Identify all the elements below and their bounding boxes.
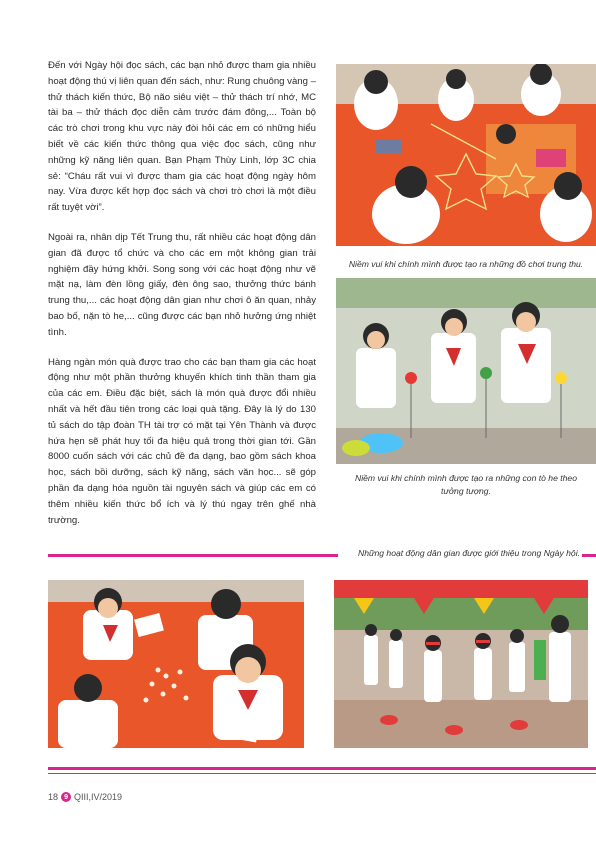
- article-paragraph-2: Ngoài ra, nhân dịp Tết Trung thu, rất nhiều các hoạt động dân gian đã được tổ chức và cho các em một không gian trải nghiệm đầy hứng khởi. Song song với các hoạt động như vẽ mặt nạ, làm đèn lồng giấy, đèn ông sao, thưởng thức bánh trung thu,... các hoạt động dân gian như chơi ô ăn quan, nhảy bao bố, nặn tò he,... cũng được các bạn nhỏ hưởng ứng nhiệt tình.: [48, 231, 316, 338]
- photo-blindfold-game: [334, 580, 588, 748]
- issue-label: QIII,IV/2019: [74, 792, 123, 802]
- page-number: 18: [48, 792, 59, 802]
- section-divider-right: [582, 554, 596, 557]
- photo-caption-2: Niềm vui khi chính mình được tạo ra những con tò he theo tưởng tượng.: [355, 473, 577, 496]
- bottom-rule-thin: [48, 773, 596, 774]
- article-paragraph-3: Hàng ngàn món quà được trao cho các bạn tham gia các hoạt động như một phần thưởng khuyến khích tinh thần tham gia của các em. Điều đặc biệt, sách là món quà được đổi nhiều nhất và hết đầu tiên trong các loại quà tặng. Đây là lý do 130 tủ sách do tập đoàn TH tài trợ có mặt tại Yên Thành và được hứa hẹn sẽ phát huy tối đa hiệu quả trong thời gian tới. Gần 8000 cuốn sách với các chủ đề đa dạng, bao gồm sách khoa học, sách bồi dưỡng, sách kỹ năng, sách văn học... sẽ góp phần đa dạng hóa nguồn tài nguyên sách và giúp các em có thêm nhiều kiến thức bổ ích và lý thú ngay trên ghế nhà trường.: [48, 356, 316, 526]
- magazine-badge: 9: [61, 792, 71, 802]
- photo-lantern-making: [336, 64, 596, 246]
- page-footer: [48, 792, 122, 802]
- article-body: [48, 58, 316, 542]
- bottom-rule: [48, 767, 596, 770]
- section-caption: Những hoạt động dân gian được giới thiệu trong Ngày hội.: [358, 548, 580, 558]
- photo-to-he: [336, 278, 596, 464]
- section-divider-left: [48, 554, 338, 557]
- photo-o-an-quan: [48, 580, 304, 748]
- photo-caption-1: Niềm vui khi chính mình được tạo ra những đồ chơi trung thu.: [348, 259, 584, 269]
- article-paragraph-1: Đến với Ngày hội đọc sách, các bạn nhỏ được tham gia nhiều hoạt động thú vị liên quan đến sách, như: Rung chuông vàng – thử thách kiến thức, Bộ não siêu việt – thử thách trí nhớ, MC tài ba – thử thách đọc diễn cảm trước đám đông,... Toàn bộ các trò chơi trong khu vực này đòi hỏi các em có những hiểu biết về các kiến thức thông qua việc đọc sách, cũng như những kỹ năng liên quan. Bạn Phạm Thùy Linh, lớp 3C chia sẻ: “Cháu rất vui vì được tham gia các hoạt động ngày hôm nay. Vừa được kết hợp đọc sách và chơi trò chơi là một điều rất tuyệt vời”.: [48, 60, 316, 214]
